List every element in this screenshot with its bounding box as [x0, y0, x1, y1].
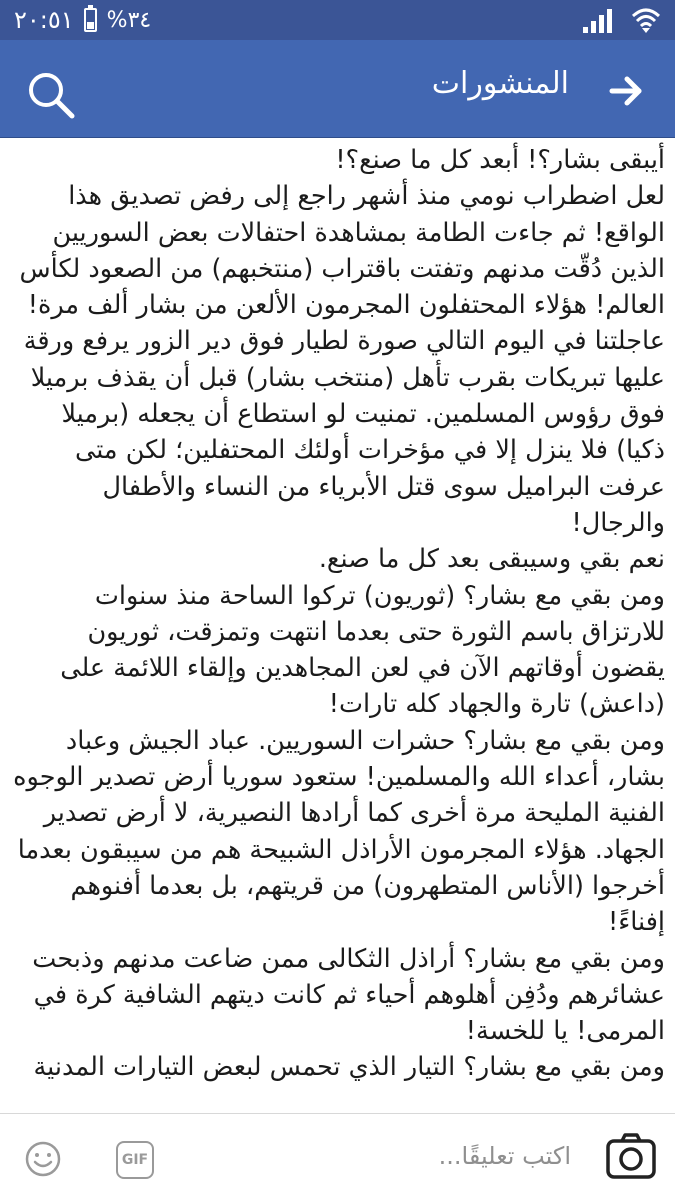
post-paragraph: أيبقى بشار؟! أبعد كل ما صنع؟! [335, 145, 665, 175]
app-bar [0, 40, 675, 138]
battery-percent: %٣٤ [106, 7, 152, 33]
status-bar [0, 0, 675, 40]
comment-input[interactable] [241, 1136, 571, 1176]
post-paragraph: لعل اضطراب نومي منذ أشهر راجع إلى رفض تصديق هذا الواقع! ثم جاءت الطامة بمشاهدة احتفالات بعض السوريين الذين دُقّت مدنهم وتفتت باقتراب (منتخبهم) من الصعود لكأس العالم! هؤلاء المحتفلون المجرمون الألعن من بشار ألف مرة! عاجلتنا في اليوم التالي صورة لطيار فوق دير الزور يرفع ورقة عليها تبريكات بقرب تأهل (منتخب بشار) قبل أن يقذف برميلا فوق رؤوس المسلمين. تمنيت لو استطاع أن يجعله (برميلا ذكيا) فلا ينزل إلا في مؤخرات أولئك المحتفلين؛ لكن متى عرفت البراميل سوى قتل الأبرياء من النساء والأطفال والرجال! [19, 181, 665, 538]
post-content [0, 138, 675, 1113]
battery-icon [84, 8, 97, 32]
wifi-icon [631, 6, 661, 34]
status-left-group [14, 6, 151, 34]
status-time: ٢٠:٥١ [14, 6, 74, 34]
post-paragraph: ومن بقي مع بشار؟ التيار الذي تحمس لبعض التيارات المدنية [33, 1052, 665, 1083]
signal-icon [583, 7, 617, 33]
post-text [0, 138, 675, 1086]
camera-icon[interactable] [605, 1130, 657, 1182]
page-title: المنشورات [431, 66, 569, 101]
post-paragraph: ومن بقي مع بشار؟ حشرات السوريين. عباد الجيش وعباد بشار، أعداء الله والمسلمين! ستعود سوريا أرض تصدير الوجوه الفنية المليحة مرة أخرى كما أرادها النصيرية، لا أرض تصدير الجهاد. هؤلاء المجرمون الأراذل الشبيحة هم من سيبقون بعدما أخرجوا (الأناس المتطهرون) من قريتهم، بل بعدما أفنوهم إفناءً! [13, 725, 665, 938]
gif-button[interactable]: GIF [116, 1141, 154, 1179]
emoji-icon[interactable] [24, 1140, 62, 1178]
arrow-right-icon[interactable] [609, 74, 643, 108]
search-icon[interactable] [26, 70, 76, 120]
post-paragraph: ومن بقي مع بشار؟ أراذل الثكالى ممن ضاعت مدنهم وذبحت عشائرهم ودُفِن أهلوهم أحياء ثم كانت ديتهم الشافية كرة في المرمى! يا للخسة! [32, 943, 665, 1047]
post-paragraph: نعم بقي وسيبقى بعد كل ما صنع. [318, 544, 665, 575]
comment-bar [0, 1113, 675, 1200]
post-paragraph: ومن بقي مع بشار؟ (ثوريون) تركوا الساحة منذ سنوات للارتزاق باسم الثورة حتى بعدما انتهت وتمزقت، ثوريون يقضون أوقاتهم الآن في لعن المجاهدين وإلقاء اللائمة على (داعش) تارة والجهاد كله تارات! [60, 580, 665, 720]
status-right-group [583, 6, 661, 34]
